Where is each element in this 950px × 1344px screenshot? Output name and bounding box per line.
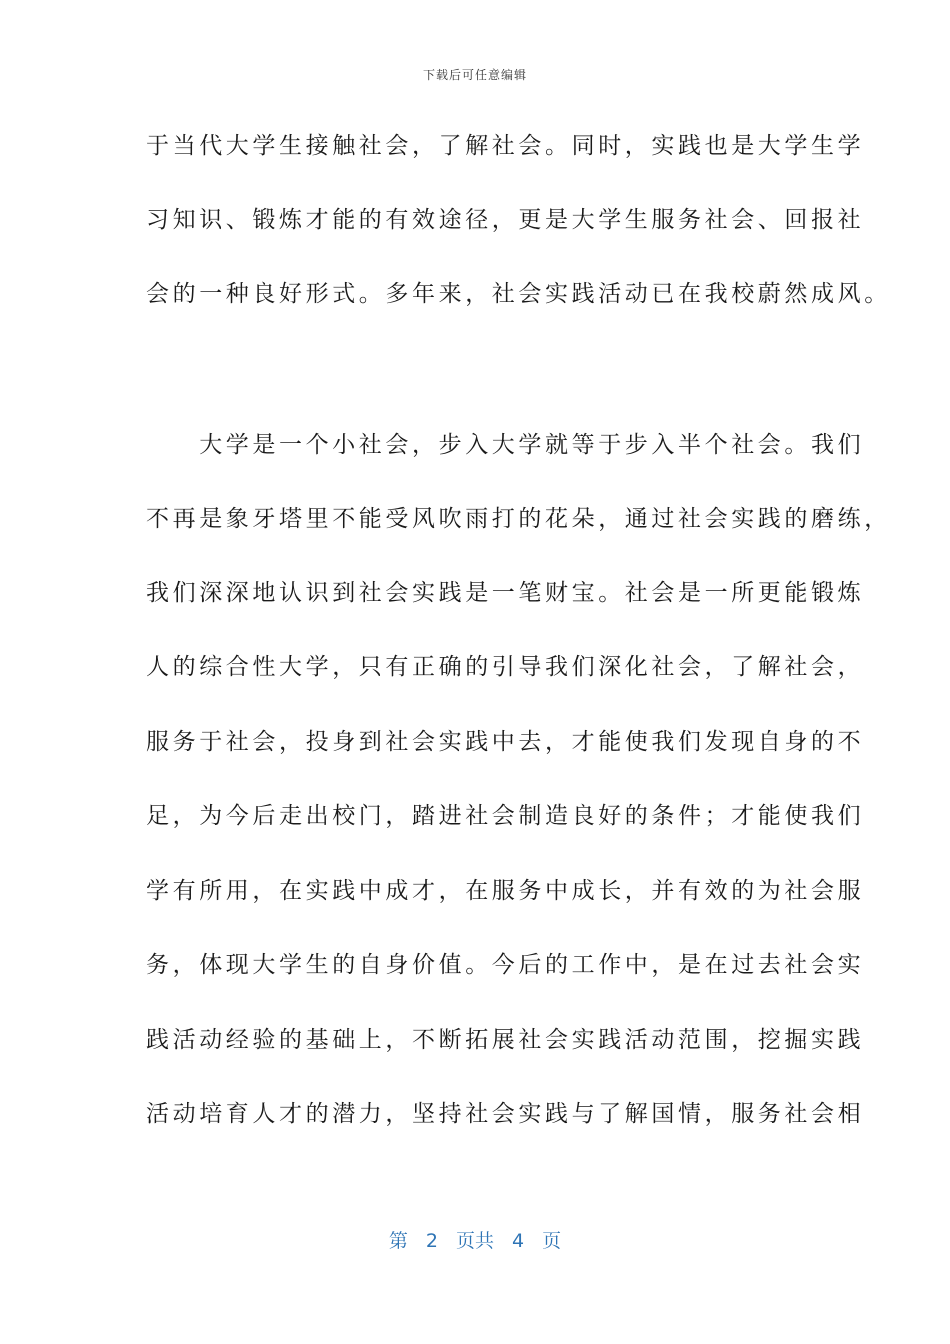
text-line: 习知识、锻炼才能的有效途径，更是大学生服务社会、回报社 (146, 207, 865, 233)
total-page-count: 4 (512, 1230, 525, 1252)
current-page-number: 2 (425, 1230, 438, 1252)
text-line: 服务于社会，投身到社会实践中去，才能使我们发现自身的不 (146, 729, 865, 755)
text-line: 会的一种良好形式。多年来，社会实践活动已在我校蔚然成风。 (146, 281, 891, 307)
text-line: 务，体现大学生的自身价值。今后的工作中，是在过去社会实 (146, 952, 865, 978)
footer-ye-gong: 页共 (455, 1230, 494, 1252)
page-footer (0, 1226, 950, 1253)
footer-di: 第 (388, 1230, 408, 1252)
paragraph-start-line: 大学是一个小社会，步入大学就等于步入半个社会。我们 (146, 432, 865, 458)
text-line: 学有所用，在实践中成才，在服务中成长，并有效的为社会服 (146, 878, 865, 904)
text-line: 活动培育人才的潜力，坚持社会实践与了解国情，服务社会相 (146, 1101, 865, 1127)
text-line: 足，为今后走出校门，踏进社会制造良好的条件；才能使我们 (146, 803, 865, 829)
text-line: 于当代大学生接触社会，了解社会。同时，实践也是大学生学 (146, 133, 865, 159)
header-note: 下载后可任意编辑 (422, 68, 527, 82)
text-line: 践活动经验的基础上，不断拓展社会实践活动范围，挖掘实践 (146, 1027, 865, 1053)
text-line: 我们深深地认识到社会实践是一笔财宝。社会是一所更能锻炼 (146, 580, 865, 606)
text-line: 不再是象牙塔里不能受风吹雨打的花朵，通过社会实践的磨练， (146, 506, 891, 532)
text-line: 人的综合性大学，只有正确的引导我们深化社会，了解社会， (146, 654, 865, 680)
footer-ye: 页 (542, 1230, 562, 1252)
